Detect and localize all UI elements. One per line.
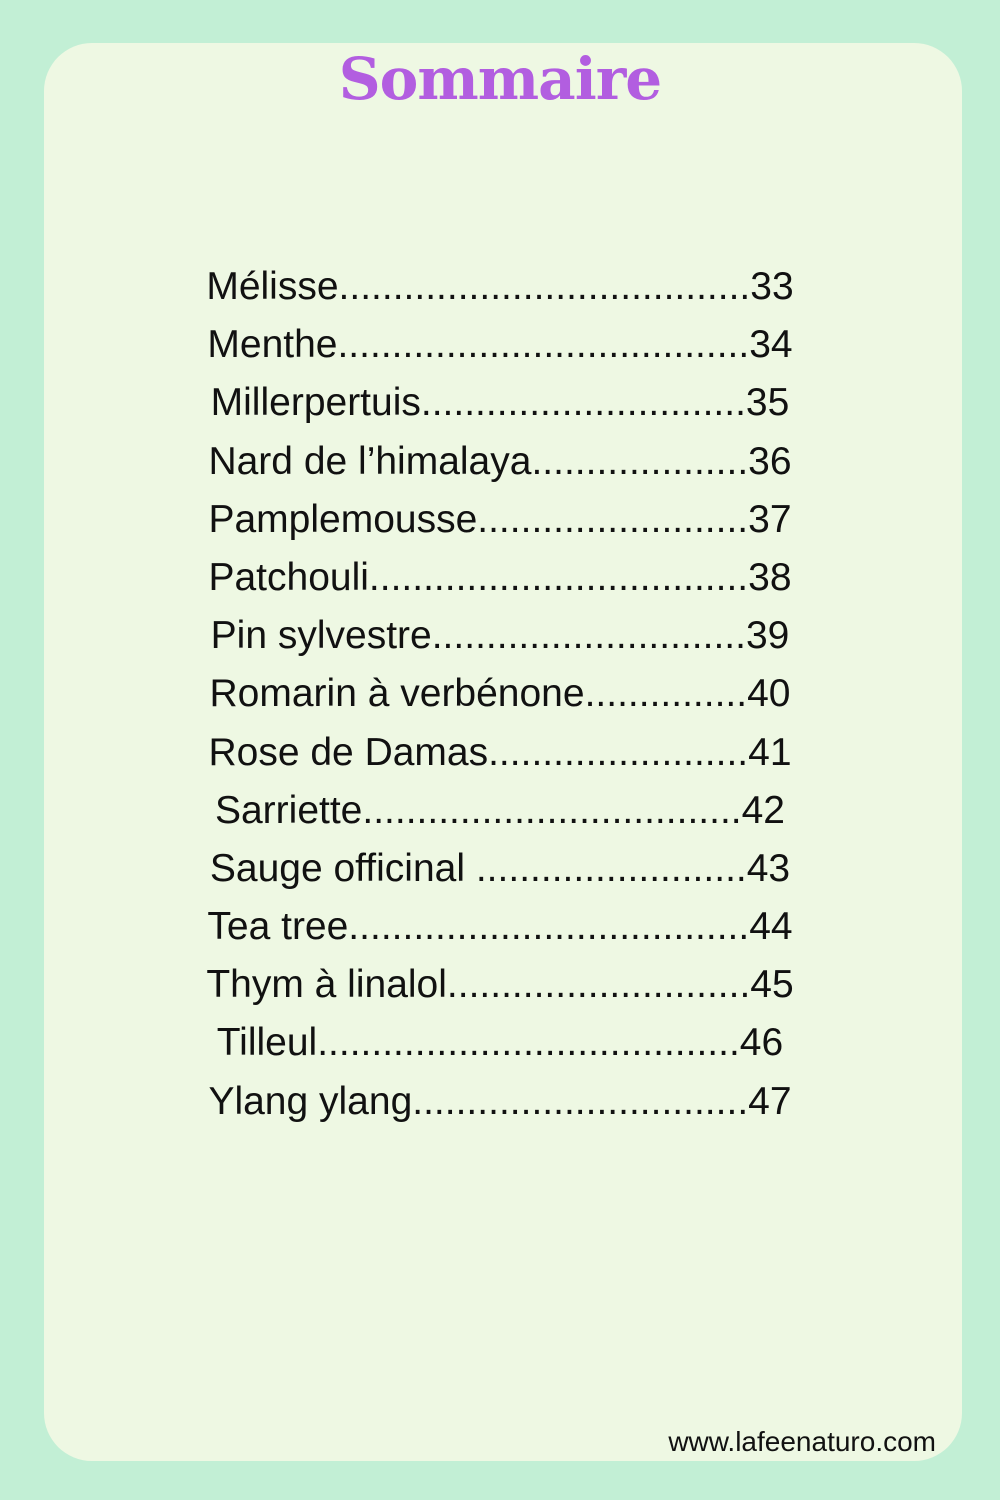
toc-entry: Mélisse......................................33	[206, 265, 794, 308]
table-of-contents	[0, 258, 1000, 1131]
toc-entry: Thym à linalol............................45	[206, 963, 794, 1007]
toc-entry: Nard de l’himalaya....................36	[208, 439, 792, 483]
toc-entry: Pin sylvestre.............................39	[210, 614, 790, 658]
toc-entry: Tea tree.....................................44	[207, 905, 793, 949]
page-title: Sommaire	[338, 45, 662, 113]
toc-entry: Millerpertuis..............................35	[210, 381, 790, 425]
toc-entry: Sauge officinal .........................43	[209, 846, 791, 890]
website-url: www.lafeenaturo.com	[668, 1426, 936, 1457]
toc-entry: Romarin à verbénone...............40	[209, 672, 791, 716]
toc-entry: Tilleul.......................................46	[216, 1021, 784, 1065]
toc-entry: Menthe......................................34	[207, 323, 793, 367]
toc-entry: Rose de Damas........................41	[208, 730, 792, 774]
toc-entry: Sarriette...................................42	[214, 788, 785, 832]
toc-entry: Patchouli...................................38	[208, 555, 792, 599]
toc-entry: Ylang ylang...............................47	[208, 1079, 792, 1123]
toc-entry: Pamplemousse.........................37	[208, 497, 792, 541]
